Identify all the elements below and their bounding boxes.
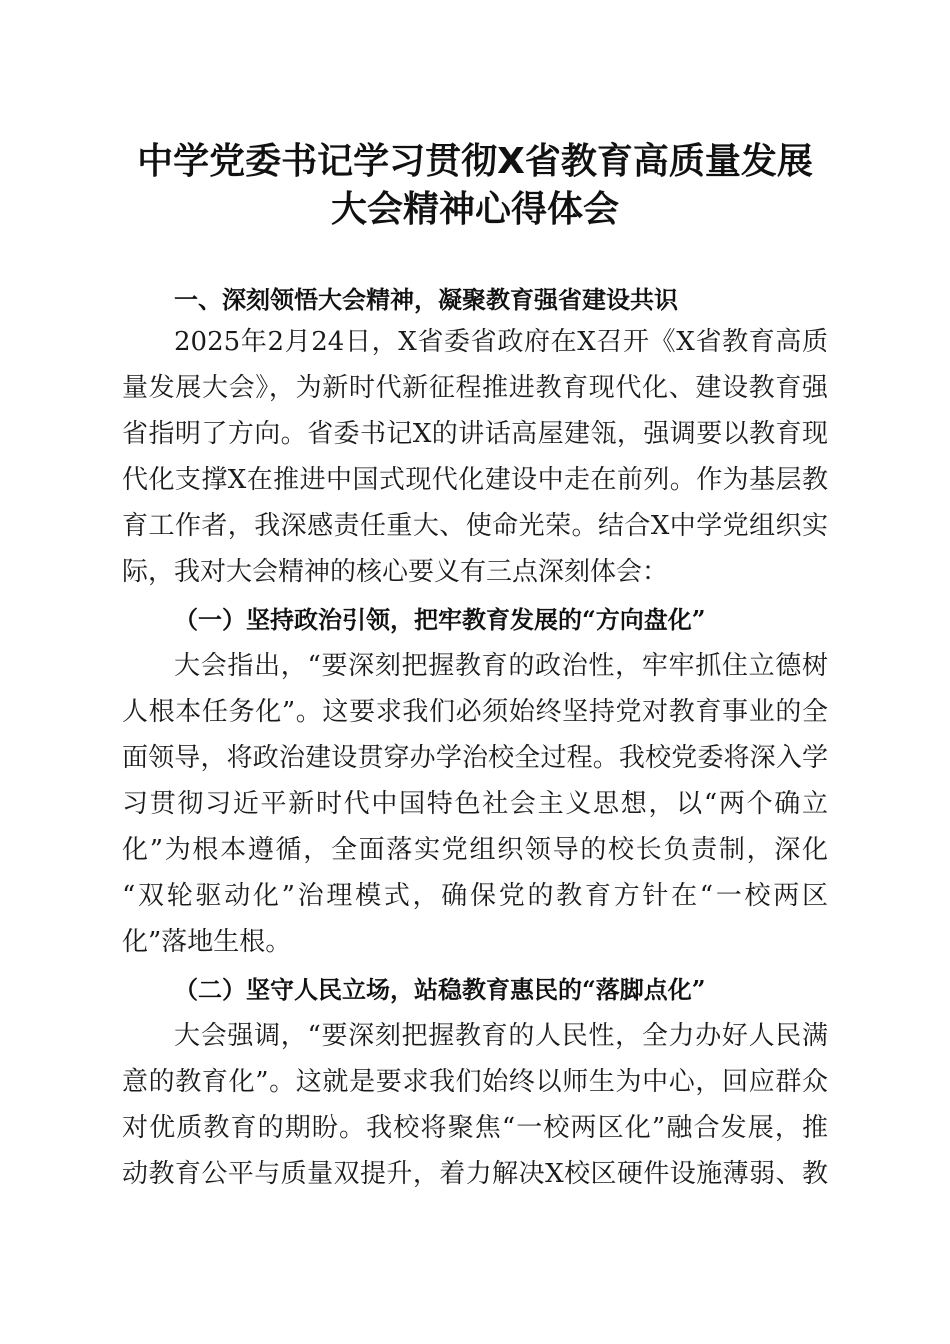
subsection-heading: （二）坚守人民立场，站稳教育惠民的“落脚点化” xyxy=(174,975,706,1004)
paragraph-line: 省指明了方向。省委书记X的讲话高屋建瓴，强调要以教育现 xyxy=(122,419,828,449)
paragraph-line: 大会强调，“要深刻把握教育的人民性，全力办好人民满 xyxy=(174,1021,828,1051)
paragraph-line: 对优质教育的期盼。我校将聚焦“一校两区化”融合发展，推 xyxy=(122,1113,828,1143)
subsection-heading: （一）坚持政治引领，把牢教育发展的“方向盘化” xyxy=(174,605,706,634)
paragraph-line: 人根本任务化”。这要求我们必须始终坚持党对教育事业的全 xyxy=(122,697,828,727)
paragraph-line: 化”为根本遵循，全面落实党组织领导的校长负责制，深化 xyxy=(122,835,828,865)
paragraph-line: 意的教育化”。这就是要求我们始终以师生为中心，回应群众 xyxy=(122,1067,828,1097)
paragraph-line: 大会指出，“要深刻把握教育的政治性，牢牢抓住立德树 xyxy=(174,651,828,681)
paragraph-line: 习贯彻习近平新时代中国特色社会主义思想，以“两个确立 xyxy=(122,789,828,819)
paragraph-line: 化”落地生根。 xyxy=(122,927,292,957)
paragraph-line: 量发展大会》，为新时代新征程推进教育现代化、建设教育强 xyxy=(122,373,828,403)
document-title-line-2: 大会精神心得体会 xyxy=(330,189,619,230)
paragraph-line: 动教育公平与质量双提升，着力解决X校区硬件设施薄弱、教 xyxy=(122,1159,828,1189)
document-title-line-1: 中学党委书记学习贯彻X省教育高质量发展 xyxy=(137,141,813,182)
paragraph-line: 育工作者，我深感责任重大、使命光荣。结合X中学党组织实 xyxy=(122,511,828,541)
paragraph-line: 面领导，将政治建设贯穿办学治校全过程。我校党委将深入学 xyxy=(122,743,828,773)
paragraph-line: “双轮驱动化”治理模式，确保党的教育方针在“一校两区 xyxy=(122,881,828,911)
section-heading: 一、深刻领悟大会精神，凝聚教育强省建设共识 xyxy=(174,286,678,314)
paragraph-line: 2025年2月24日，X省委省政府在X召开《X省教育高质 xyxy=(174,327,828,357)
paragraph-line: 际，我对大会精神的核心要义有三点深刻体会： xyxy=(122,557,669,587)
paragraph-line: 代化支撑X在推进中国式现代化建设中走在前列。作为基层教 xyxy=(122,465,828,495)
